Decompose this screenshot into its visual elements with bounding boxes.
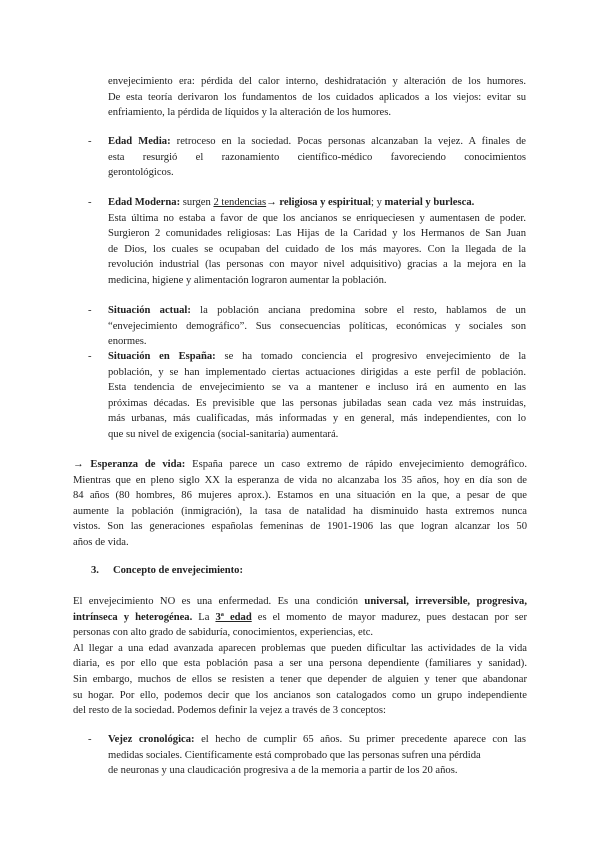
bullet-line: de Dios, los cuales se ocupaban del cuidado de los más mayores. Con la llegada de la: [108, 243, 526, 255]
bullet-dash: -: [88, 197, 92, 208]
bullet-situacion-espana: [108, 349, 526, 443]
section-heading: [91, 563, 491, 579]
underlined-text: 3ª edad: [215, 611, 252, 623]
bullet-line: Edad Moderna: surgen 2 tendencias→ religiosa y espiritual; y material y burlesca.: [108, 197, 475, 208]
paragraph-line: El envejecimiento NO es una enfermedad. Es una condición universal, irreversible, progresiva,: [73, 596, 527, 607]
intro-line: De esta teoría derivaron los fundamentos de los cuidados aplicados a los viejos: evitar su: [108, 91, 526, 103]
paragraph-line: → Esperanza de vida: España parece un caso extremo de rápido envejecimiento demográfico.: [73, 459, 527, 470]
bullet-line: población, y se han implementado ciertas actuaciones dirigidas a este perfil de población.: [108, 366, 526, 378]
paragraph-line: Al llegar a una edad avanzada aparecen problemas que pueden dificultar las actividades de la vida: [73, 642, 527, 654]
section-number: 3.: [91, 565, 99, 576]
bullet-line: gerontológicos.: [108, 167, 174, 179]
concepto-paragraph: [73, 594, 527, 719]
bullet-title: Edad Media:: [108, 136, 171, 147]
bullet-line: Situación actual: la población anciana predomina sobre el resto, hablamos de un: [108, 305, 526, 316]
bullet-vejez-cronologica: [108, 732, 526, 779]
paragraph-line: aumente la población (inmigración), la tasa de natalidad ha disminuido hasta extremos nunca: [73, 505, 527, 517]
bullet-line: medidas sociales. Científicamente está comprobado que las personas sufren una pérdida: [108, 749, 481, 761]
intro-line: envejecimiento era: pérdida del calor interno, deshidratación y alteración de los humores.: [108, 76, 526, 87]
esperanza-paragraph: [73, 457, 527, 551]
section-title: Concepto de envejecimiento:: [112, 565, 243, 576]
bullet-line: “envejecimiento demográfico”. Sus consecuencias políticas, económicas y sociales son: [108, 320, 526, 332]
paragraph-line: intrínseca y heterogénea. La 3ª edad es el momento de mayor madurez, pues destacan por ser: [73, 611, 527, 623]
paragraph-line: diaria, es por ello que esta población pasa a ser una persona dependiente (familiares y sanidad).: [73, 658, 527, 670]
bullet-line: Esta tendencia de envejecimiento se va a mantener e incluso irá en aumento en las: [108, 382, 526, 394]
bullet-line: más urbanas, más cualificadas, más informadas y en general, más independientes, con lo: [108, 413, 526, 425]
bullet-line: próximas décadas. Es previsible que las personas jubiladas sean cada vez más instruidas,: [108, 397, 526, 409]
bullet-line: esta resurgió el razonamiento científico-médico favoreciendo conocimientos: [108, 151, 526, 163]
paragraph-line: Sin embargo, muchos de ellos se resisten a tener que depender de alguien y tener que abandonar: [73, 673, 527, 685]
bullet-line: Surgieron 2 comunidades religiosas: Las Hijas de la Caridad y los Hermanos de San Juan: [108, 228, 526, 240]
paragraph-line: 84 años (80 hombres, 86 mujeres aprox.). Estamos en una situación en la que, a pesar de que: [73, 490, 527, 502]
bullet-edad-moderna: [108, 195, 526, 289]
paragraph-title: Esperanza de vida:: [90, 459, 186, 470]
arrow-icon: →: [266, 197, 280, 208]
bullet-edad-media: [108, 134, 526, 181]
bullet-line: de neuronas y una claudicación progresiva a de la memoria a partir de los 20 años.: [108, 765, 458, 777]
paragraph-line: Mientras que en pleno siglo XX la esperanza de vida no alcanzaba los 35 años, hoy en día son de: [73, 474, 527, 486]
bullet-situacion-actual: [108, 303, 526, 350]
underlined-text: 2 tendencias: [213, 197, 267, 208]
bullet-line: Esta última no estaba a favor de que los ancianos se enriqueciesen y aumentasen de poder.: [108, 212, 526, 224]
bullet-title: Situación en España:: [108, 351, 216, 362]
bullet-line: enormes.: [108, 336, 147, 348]
bullet-title: Vejez cronológica:: [108, 734, 195, 745]
bullet-dash: -: [88, 351, 92, 362]
intro-line: enfriamiento, la pérdida de líquidos y la alteración de los humores.: [108, 107, 392, 119]
paragraph-line: del resto de la sociedad. Podemos definir la vejez a través de 3 conceptos:: [73, 705, 386, 717]
bullet-line: medicina, higiene y alimentación lograron aumentar la población.: [108, 274, 387, 286]
bullet-line: Vejez cronológica: el hecho de cumplir 65 años. Su primer precedente aparece con las: [108, 734, 527, 745]
bullet-title: Edad Moderna:: [108, 197, 181, 208]
bullet-line: que su nivel de exigencia (social-sanitaria) aumentará.: [108, 428, 339, 440]
intro-paragraph: [108, 74, 526, 121]
arrow-icon: →: [73, 459, 91, 470]
paragraph-line: años de vida.: [73, 536, 129, 548]
paragraph-line: vistos. Son las generaciones españolas femeninas de 1901-1906 las que logran alcanzar los 50: [73, 521, 527, 533]
bullet-line: Edad Media: retroceso en la sociedad. Pocas personas alcanzaban la vejez. A finales de: [108, 136, 526, 147]
bullet-dash: -: [88, 136, 92, 147]
paragraph-line: su hogar. Por ello, podemos decir que los ancianos son catalogados como un grupo independiente: [73, 689, 527, 701]
paragraph-line: personas con alto grado de sabiduría, conocimientos, experiencias, etc.: [73, 627, 374, 639]
bullet-line: revolución industrial (las personas con mayor nivel adquisitivo) gracias a la mejora en la: [108, 259, 526, 271]
bullet-dash: -: [88, 734, 92, 745]
bullet-line: Situación en España: se ha tomado conciencia el progresivo envejecimiento de la: [108, 351, 527, 362]
bullet-dash: -: [88, 305, 92, 316]
bullet-title: Situación actual:: [108, 305, 191, 316]
